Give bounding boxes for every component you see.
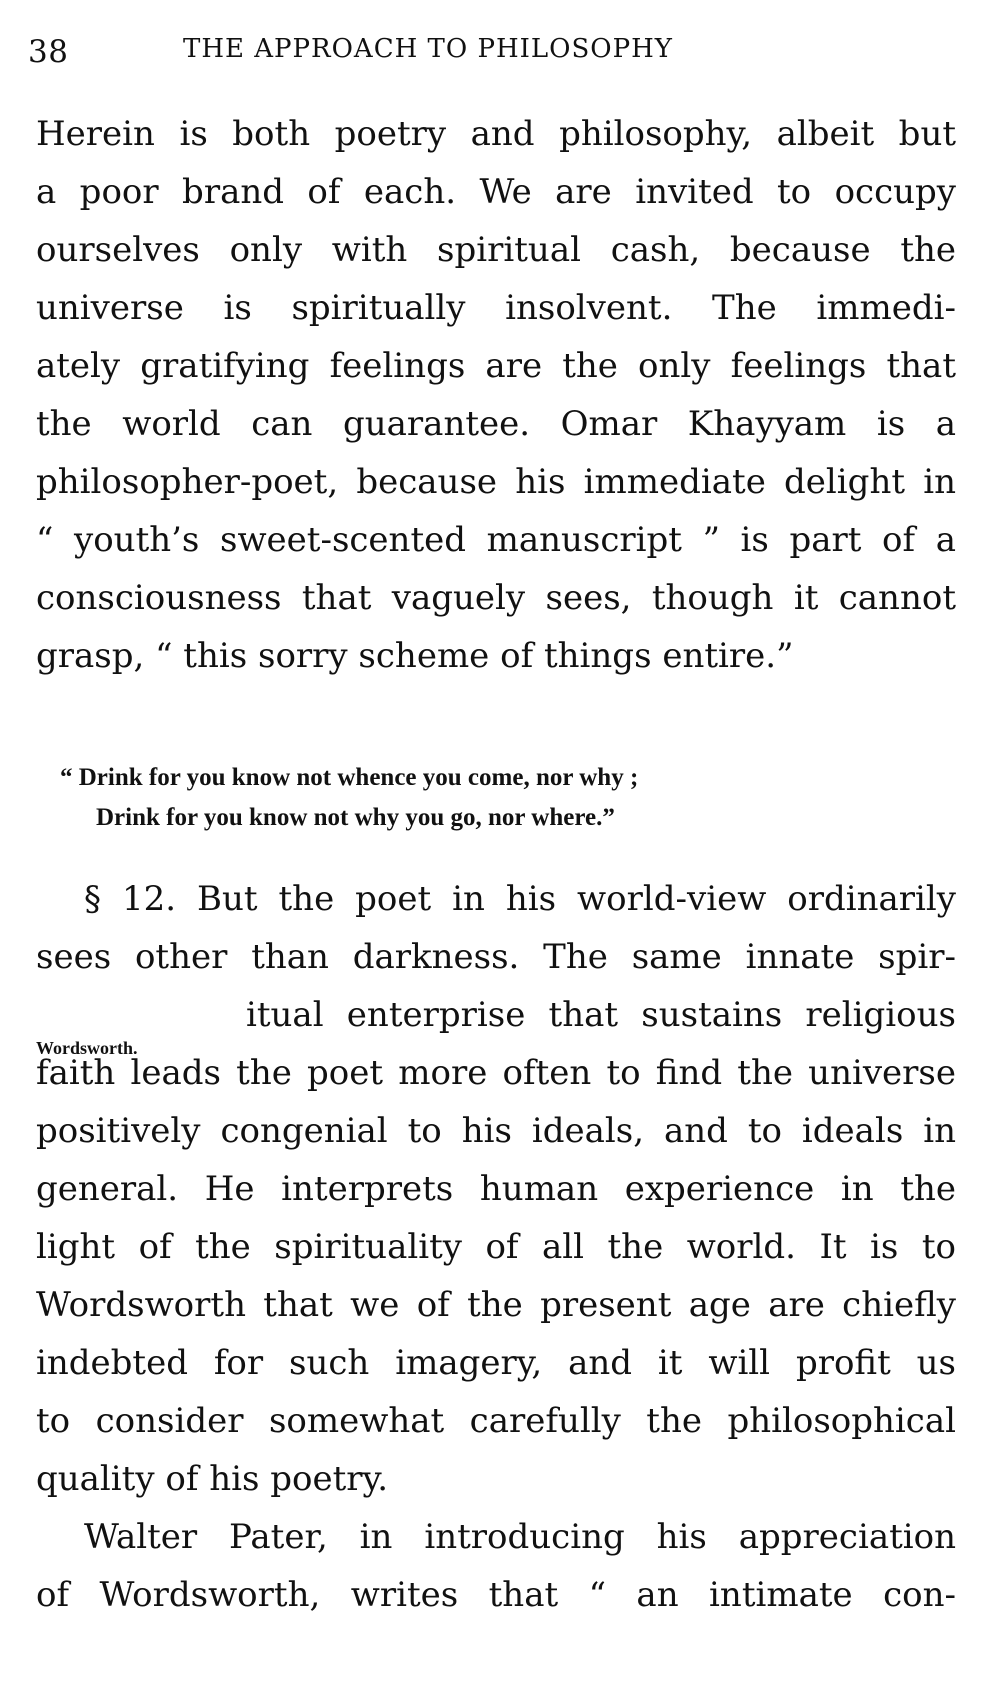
paragraph-section-12	[36, 870, 956, 1508]
paragraph-walter-pater	[36, 1508, 956, 1624]
page-number: 38	[28, 34, 69, 70]
text-line: itual enterprise that sustains religious	[246, 995, 956, 1035]
text-line: § 12. But the poet in his world-view ordinarily	[84, 879, 956, 919]
text-line: sees other than darkness. The same innate spir-	[36, 937, 956, 977]
text-line: positively congenial to his ideals, and to ideals in	[36, 1111, 956, 1151]
text-line: the world can guarantee. Omar Khayyam is a	[36, 404, 956, 444]
text-line: “ youth’s sweet-scented manuscript ” is part of a	[36, 520, 956, 560]
text-line: of Wordsworth, writes that “ an intimate con-	[36, 1575, 956, 1615]
margin-note: Wordsworth.	[36, 1038, 138, 1058]
text-line: light of the spirituality of all the world. It is to	[36, 1227, 956, 1267]
text-line: to consider somewhat carefully the philosophical	[36, 1401, 956, 1441]
block-quote	[60, 758, 920, 838]
text-line: Wordsworth that we of the present age are chiefly	[36, 1285, 956, 1325]
text-line: general. He interprets human experience in the	[36, 1169, 956, 1209]
text-line: a poor brand of each. We are invited to occupy	[36, 172, 956, 212]
text-line: indebted for such imagery, and it will profit us	[36, 1343, 956, 1383]
text-line: ourselves only with spiritual cash, because the	[36, 230, 956, 270]
quote-line: Drink for you know not why you go, nor where.”	[96, 804, 615, 831]
page-header	[28, 30, 968, 80]
running-title: THE APPROACH TO PHILOSOPHY	[183, 34, 673, 64]
text-line: philosopher-poet, because his immediate delight in	[36, 462, 956, 502]
text-line: Walter Pater, in introducing his appreciation	[84, 1517, 956, 1557]
text-line: Herein is both poetry and philosophy, albeit but	[36, 114, 956, 154]
text-line: faith leads the poet more often to find the universe	[36, 1053, 956, 1093]
text-line: consciousness that vaguely sees, though it cannot	[36, 578, 956, 618]
quote-line: “ Drink for you know not whence you come, nor why ;	[60, 764, 639, 791]
text-line: universe is spiritually insolvent. The immedi-	[36, 288, 956, 328]
text-line: ately gratifying feelings are the only feelings that	[36, 346, 956, 386]
text-line: quality of his poetry.	[36, 1459, 389, 1499]
text-line: grasp, “ this sorry scheme of things entire.”	[36, 636, 794, 676]
paragraph-omar-khayyam	[36, 105, 956, 685]
